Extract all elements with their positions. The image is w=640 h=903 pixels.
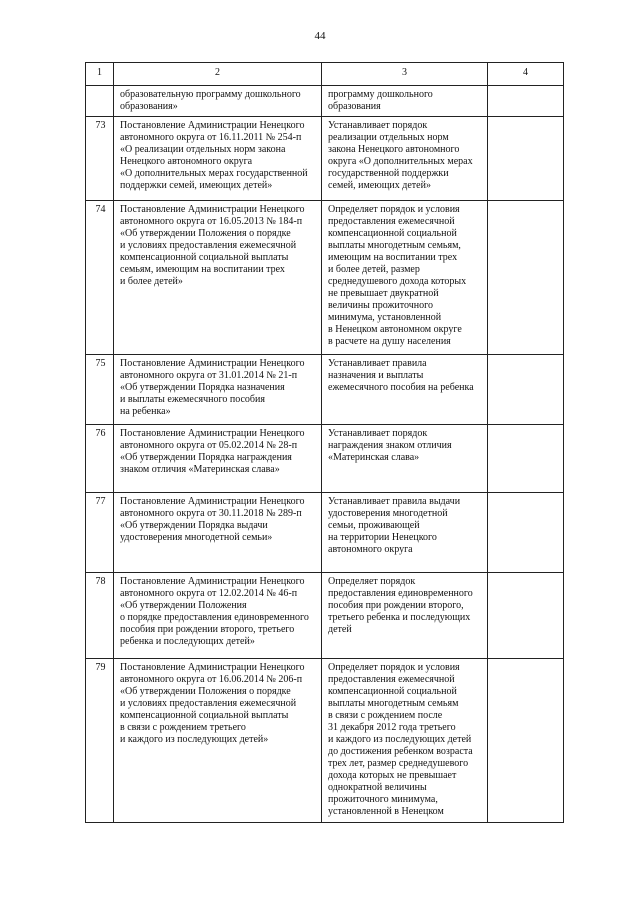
description-cell-line: удостоверения многодетной	[328, 508, 448, 519]
document-title-cell-line: автономного округа от 16.06.2014 № 206-п	[120, 674, 303, 685]
description-cell-line: в расчете на душу населения	[328, 336, 451, 347]
description-cell-line: семьи, проживающей	[328, 520, 420, 531]
description-cell-line: до достижения ребенком возраста	[328, 746, 473, 757]
description-cell-line: назначения и выплаты	[328, 370, 424, 381]
note-cell	[488, 659, 564, 823]
description-cell-line: на территории Ненецкого	[328, 532, 437, 543]
row-number: 77	[86, 493, 114, 573]
description-cell-line: Устанавливает правила	[328, 358, 427, 369]
description-cell-line: предоставления ежемесячной	[328, 674, 455, 685]
note-cell	[488, 86, 564, 117]
description-cell-line: детей	[328, 624, 352, 635]
document-title-cell-line: «Об утверждении Положения о порядке	[120, 228, 291, 239]
document-title-cell-line: на ребенка»	[120, 406, 171, 417]
document-title-cell-line: образовательную программу дошкольного	[120, 89, 301, 100]
description-cell-line: предоставления ежемесячной	[328, 216, 455, 227]
table-row	[86, 86, 564, 117]
table-row	[86, 201, 564, 355]
row-number: 74	[86, 201, 114, 355]
description-cell	[322, 355, 488, 425]
document-title-cell-line: компенсационной социальной выплаты	[120, 710, 289, 721]
description-cell-line: минимума, установленной	[328, 312, 442, 323]
row-number: 75	[86, 355, 114, 425]
description-cell-line: Устанавливает порядок	[328, 120, 428, 131]
document-title-cell-line: Постановление Администрации Ненецкого	[120, 496, 305, 507]
table-row	[86, 493, 564, 573]
document-title-cell-line: автономного округа от 16.05.2013 № 184-п	[120, 216, 303, 227]
description-cell-line: автономного округа	[328, 544, 413, 555]
description-cell	[322, 117, 488, 201]
note-cell	[488, 573, 564, 659]
row-number	[86, 86, 114, 117]
description-cell-line: Определяет порядок	[328, 576, 416, 587]
document-title-cell-line: Постановление Администрации Ненецкого	[120, 662, 305, 673]
description-cell-line: округа «О дополнительных мерах	[328, 156, 473, 167]
document-title-cell	[114, 86, 322, 117]
table-header-row	[86, 63, 564, 86]
description-cell-line: семей, имеющих детей»	[328, 180, 431, 191]
document-title-cell	[114, 355, 322, 425]
document-title-cell	[114, 573, 322, 659]
document-title-cell	[114, 659, 322, 823]
document-title-cell-line: «Об утверждении Порядка выдачи	[120, 520, 268, 531]
note-cell	[488, 117, 564, 201]
document-title-cell-line: и каждого из последующих детей»	[120, 734, 269, 745]
table-row	[86, 659, 564, 823]
document-title-cell-line: компенсационной социальной выплаты	[120, 252, 289, 263]
description-cell-line: и каждого из последующих детей	[328, 734, 472, 745]
document-title-cell-line: удостоверения многодетной семьи»	[120, 532, 273, 543]
description-cell-line: Устанавливает порядок	[328, 428, 428, 439]
document-title-cell-line: Постановление Администрации Ненецкого	[120, 358, 305, 369]
document-title-cell-line: семьям, имеющим на воспитании трех	[120, 264, 285, 275]
document-title-cell-line: знаком отличия «Материнская слава»	[120, 464, 280, 475]
document-title-cell-line: и более детей»	[120, 276, 183, 287]
document-title-cell	[114, 493, 322, 573]
description-cell-line: государственной поддержки	[328, 168, 449, 179]
description-cell-line: образования	[328, 101, 381, 112]
description-cell-line: дохода которых не превышает	[328, 770, 457, 781]
document-title-cell-line: «Об утверждении Положения	[120, 600, 247, 611]
document-title-cell-line: автономного округа от 16.11.2011 № 254-п	[120, 132, 302, 143]
description-cell-line: Определяет порядок и условия	[328, 662, 460, 673]
description-cell	[322, 659, 488, 823]
document-title-cell-line: образования»	[120, 101, 178, 112]
description-cell-line: компенсационной социальной	[328, 686, 457, 697]
row-number: 73	[86, 117, 114, 201]
description-cell-line: «Материнская слава»	[328, 452, 420, 463]
note-cell	[488, 493, 564, 573]
document-title-cell-line: «Об утверждении Порядка назначения	[120, 382, 285, 393]
row-number: 78	[86, 573, 114, 659]
description-cell-line: 31 декабря 2012 года третьего	[328, 722, 456, 733]
description-cell-line: в Ненецком автономном округе	[328, 324, 462, 335]
description-cell-line: реализации отдельных норм	[328, 132, 449, 143]
document-title-cell-line: автономного округа от 05.02.2014 № 28-п	[120, 440, 298, 451]
note-cell	[488, 425, 564, 493]
description-cell-line: трех лет, размер среднедушевого	[328, 758, 469, 769]
note-cell	[488, 201, 564, 355]
description-cell-line: и более детей, размер	[328, 264, 420, 275]
description-cell-line: среднедушевого дохода которых	[328, 276, 467, 287]
header-col-1: 1	[86, 63, 114, 86]
description-cell-line: программу дошкольного	[328, 89, 433, 100]
document-title-cell-line: о порядке предоставления единовременного	[120, 612, 309, 623]
document-title-cell-line: «Об утверждении Порядка награждения	[120, 452, 292, 463]
description-cell-line: величины прожиточного	[328, 300, 433, 311]
description-cell-line: награждения знаком отличия	[328, 440, 452, 451]
description-cell-line: не превышает двукратной	[328, 288, 439, 299]
document-title-cell-line: пособия при рождении второго, третьего	[120, 624, 295, 635]
document-title-cell-line: в связи с рождением третьего	[120, 722, 246, 733]
description-cell	[322, 573, 488, 659]
table-body	[86, 86, 564, 823]
document-title-cell-line: Постановление Администрации Ненецкого	[120, 576, 305, 587]
document-title-cell-line: Постановление Администрации Ненецкого	[120, 120, 305, 131]
document-title-cell-line: поддержки семей, имеющих детей»	[120, 180, 273, 191]
document-title-cell-line: и условиях предоставления ежемесячной	[120, 240, 297, 251]
table-row	[86, 117, 564, 201]
row-number: 79	[86, 659, 114, 823]
description-cell-line: однократной величины	[328, 782, 427, 793]
document-title-cell-line: автономного округа от 12.02.2014 № 46-п	[120, 588, 298, 599]
document-title-cell-line: и выплаты ежемесячного пособия	[120, 394, 265, 405]
header-col-3: 3	[322, 63, 488, 86]
page-number: 44	[314, 30, 326, 42]
document-title-cell-line: Постановление Администрации Ненецкого	[120, 204, 305, 215]
document-title-cell	[114, 117, 322, 201]
header-col-4: 4	[488, 63, 564, 86]
description-cell-line: имеющим на воспитании трех	[328, 252, 458, 263]
document-title-cell	[114, 425, 322, 493]
description-cell-line: установленной в Ненецком	[328, 806, 444, 817]
document-title-cell	[114, 201, 322, 355]
document-title-cell-line: «О дополнительных мерах государственной	[120, 168, 308, 179]
document-title-cell-line: ребенка и последующих детей»	[120, 636, 255, 647]
description-cell-line: Устанавливает правила выдачи	[328, 496, 461, 507]
table-row	[86, 355, 564, 425]
description-cell-line: пособия при рождении второго,	[328, 600, 464, 611]
description-cell-line: Определяет порядок и условия	[328, 204, 460, 215]
description-cell-line: предоставления единовременного	[328, 588, 473, 599]
table-row	[86, 425, 564, 493]
document-title-cell-line: Ненецкого автономного округа	[120, 156, 253, 167]
document-title-cell-line: и условиях предоставления ежемесячной	[120, 698, 297, 709]
document-title-cell-line: Постановление Администрации Ненецкого	[120, 428, 305, 439]
document-title-cell-line: автономного округа от 31.01.2014 № 21-п	[120, 370, 298, 381]
note-cell	[488, 355, 564, 425]
document-title-cell-line: автономного округа от 30.11.2018 № 289-п	[120, 508, 302, 519]
description-cell-line: ежемесячного пособия на ребенка	[328, 382, 474, 393]
document-title-cell-line: «Об утверждении Положения о порядке	[120, 686, 291, 697]
description-cell-line: третьего ребенка и последующих	[328, 612, 471, 623]
header-col-2: 2	[114, 63, 322, 86]
description-cell	[322, 425, 488, 493]
description-cell	[322, 86, 488, 117]
description-cell-line: в связи с рождением после	[328, 710, 443, 721]
legal-acts-table	[85, 62, 564, 823]
description-cell-line: прожиточного минимума,	[328, 794, 438, 805]
description-cell-line: компенсационной социальной	[328, 228, 457, 239]
description-cell	[322, 201, 488, 355]
row-number: 76	[86, 425, 114, 493]
description-cell-line: закона Ненецкого автономного	[328, 144, 460, 155]
table-row	[86, 573, 564, 659]
description-cell-line: выплаты многодетным семьям,	[328, 240, 461, 251]
document-title-cell-line: «О реализации отдельных норм закона	[120, 144, 286, 155]
description-cell-line: выплаты многодетным семьям	[328, 698, 459, 709]
description-cell	[322, 493, 488, 573]
